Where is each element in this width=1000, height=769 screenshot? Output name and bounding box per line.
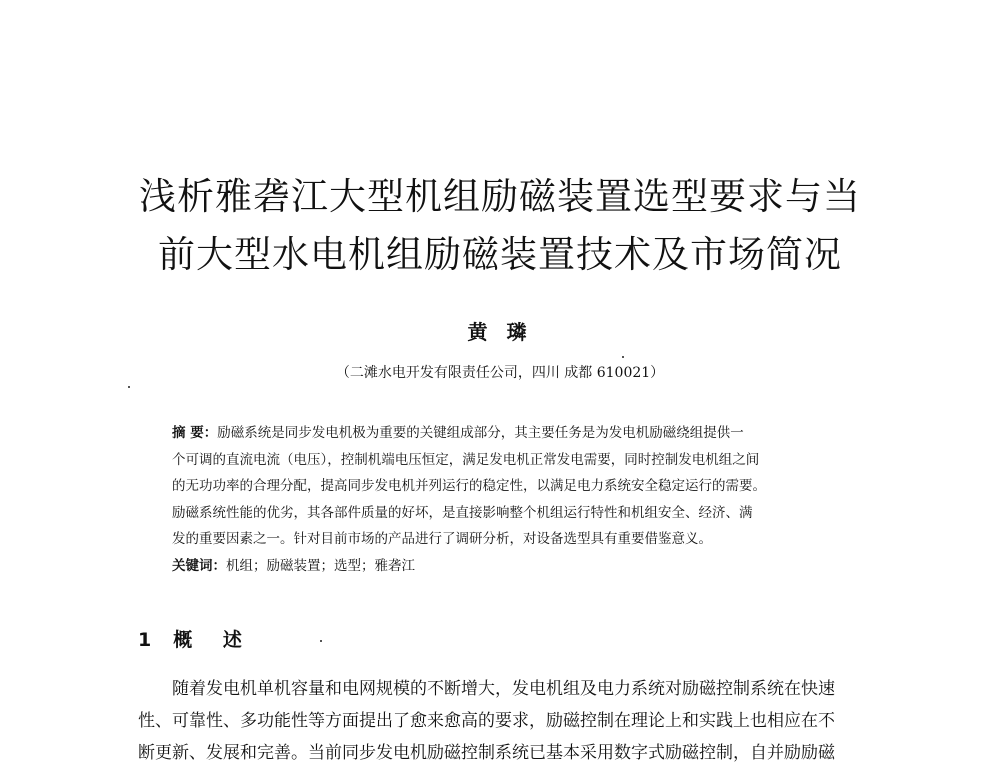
abstract bbox=[172, 420, 844, 579]
body-text bbox=[138, 673, 878, 769]
keywords bbox=[172, 553, 844, 580]
scan-speck bbox=[128, 386, 130, 388]
title-line-2: 前大型水电机组励磁装置技术及市场简况 bbox=[158, 233, 842, 276]
abstract-line-2: 个可调的直流电流（电压），控制机端电压恒定，满足发电机正常发电需要，同时控制发电机组之间 bbox=[172, 451, 760, 468]
affiliation: （二滩水电开发有限责任公司，四川 成都 610021） bbox=[335, 365, 665, 381]
keywords-label: 关键词： bbox=[172, 557, 226, 574]
scan-speck bbox=[622, 356, 624, 358]
abstract-line-5: 发的重要因素之一。针对目前市场的产品进行了调研分析，对设备选型具有重要借鉴意义。 bbox=[172, 531, 712, 547]
section-number: 1 bbox=[138, 629, 152, 651]
abstract-line-4: 励磁系统性能的优劣，其各部件质量的好坏，是直接影响整个机组运行特性和机组安全、经济、满 bbox=[172, 504, 753, 521]
abstract-label: 摘 要： bbox=[172, 425, 218, 441]
body-line-3: 断更新、发展和完善。当前同步发电机励磁控制系统已基本采用数字式励磁控制，自并励励磁 bbox=[138, 743, 835, 763]
abstract-text: 励磁系统是同步发电机极为重要的关键组成部分，其主要任务是为发电机励磁绕组提供一 bbox=[217, 425, 744, 441]
body-line-2: 性、可靠性、多功能性等方面提出了愈来愈高的要求，励磁控制在理论上和实践上也相应在不 bbox=[138, 711, 835, 731]
author-name: 黄 璘 bbox=[467, 320, 533, 344]
scan-speck bbox=[320, 640, 322, 642]
body-line-1: 随着发电机单机容量和电网规模的不断增大，发电机组及电力系统对励磁控制系统在快速 bbox=[172, 679, 835, 699]
abstract-line-1 bbox=[172, 420, 844, 447]
keywords-text: 机组；励磁装置；选型；雅砻江 bbox=[226, 557, 415, 574]
abstract-line-3: 的无功功率的合理分配，提高同步发电机并列运行的稳定性，以满足电力系统安全稳定运行的需要。 bbox=[172, 478, 766, 494]
paper-title bbox=[100, 168, 900, 284]
section-heading bbox=[138, 625, 254, 652]
title-line-1: 浅析雅砻江大型机组励磁装置选型要求与当 bbox=[139, 175, 861, 218]
section-title: 概 述 bbox=[173, 629, 254, 651]
